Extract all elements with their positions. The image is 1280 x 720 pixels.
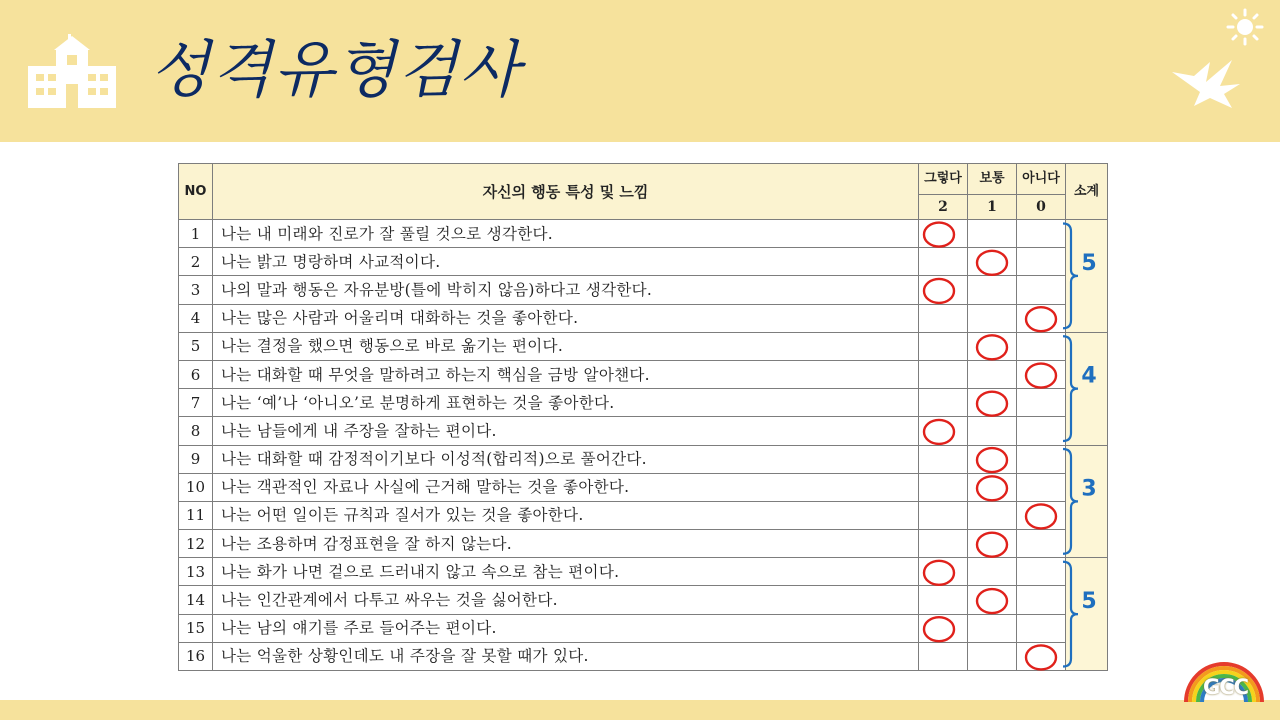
answer-cell[interactable] [919, 501, 968, 529]
subtotal-cell [1066, 276, 1108, 304]
answer-cell[interactable] [1017, 473, 1066, 501]
bird-icon [1170, 54, 1242, 110]
table-row [179, 530, 1108, 558]
subtotal-cell [1066, 360, 1108, 388]
subtotal-cell [1066, 530, 1108, 558]
answer-cell[interactable] [919, 389, 968, 417]
subtotal-cell [1066, 445, 1108, 473]
answer-cell[interactable] [968, 586, 1017, 614]
answer-cell[interactable] [968, 220, 1017, 248]
table-row [179, 360, 1108, 388]
answer-cell[interactable] [968, 445, 1017, 473]
question-text: 나의 말과 행동은 자유분방(틀에 박히지 않음)하다고 생각한다. [213, 276, 919, 304]
table-row [179, 417, 1108, 445]
answer-cell[interactable] [1017, 360, 1066, 388]
answer-cell[interactable] [968, 614, 1017, 642]
answer-cell[interactable] [1017, 276, 1066, 304]
question-text: 나는 대화할 때 무엇을 말하려고 하는지 핵심을 금방 알아챈다. [213, 360, 919, 388]
scale-score-no: 0 [1017, 195, 1066, 220]
answer-cell[interactable] [968, 389, 1017, 417]
question-number: 11 [179, 501, 213, 529]
scale-score-yes: 2 [919, 195, 968, 220]
table-row [179, 473, 1108, 501]
answer-cell[interactable] [919, 642, 968, 670]
answer-cell[interactable] [1017, 332, 1066, 360]
question-text: 나는 대화할 때 감정적이기보다 이성적(합리적)으로 풀어간다. [213, 445, 919, 473]
question-text: 나는 ‘예’나 ‘아니오’로 분명하게 표현하는 것을 좋아한다. [213, 389, 919, 417]
answer-cell[interactable] [919, 220, 968, 248]
scale-header-no: 아니다 [1017, 164, 1066, 195]
answer-cell[interactable] [1017, 220, 1066, 248]
group-subtotal-value: 3 [1081, 476, 1097, 502]
sun-icon [1226, 8, 1264, 46]
question-number: 2 [179, 248, 213, 276]
group-subtotal-value: 5 [1081, 250, 1097, 276]
question-text: 나는 밝고 명랑하며 사교적이다. [213, 248, 919, 276]
answer-cell[interactable] [1017, 614, 1066, 642]
table-row [179, 614, 1108, 642]
answer-cell[interactable] [1017, 642, 1066, 670]
question-number: 3 [179, 276, 213, 304]
question-number: 7 [179, 389, 213, 417]
scale-header-yes: 그렇다 [919, 164, 968, 195]
question-number: 15 [179, 614, 213, 642]
table-row [179, 276, 1108, 304]
answer-cell[interactable] [968, 558, 1017, 586]
subtotal-cell [1066, 473, 1108, 501]
subtotal-column-header: 소계 [1066, 164, 1108, 220]
subtotal-cell [1066, 417, 1108, 445]
survey-body [179, 220, 1108, 671]
answer-cell[interactable] [919, 417, 968, 445]
table-row [179, 586, 1108, 614]
subtotal-cell [1066, 558, 1108, 586]
table-row [179, 248, 1108, 276]
answer-cell[interactable] [919, 332, 968, 360]
answer-cell[interactable] [1017, 445, 1066, 473]
subtotal-cell [1066, 586, 1108, 614]
answer-cell[interactable] [1017, 558, 1066, 586]
question-text: 나는 객관적인 자료나 사실에 근거해 말하는 것을 좋아한다. [213, 473, 919, 501]
answer-cell[interactable] [919, 586, 968, 614]
answer-cell[interactable] [919, 530, 968, 558]
group-subtotal-value: 4 [1081, 363, 1097, 389]
question-text: 나는 인간관계에서 다투고 싸우는 것을 싫어한다. [213, 586, 919, 614]
answer-cell[interactable] [968, 530, 1017, 558]
answer-cell[interactable] [919, 445, 968, 473]
answer-cell[interactable] [968, 473, 1017, 501]
question-number: 14 [179, 586, 213, 614]
question-text: 나는 남의 얘기를 주로 들어주는 편이다. [213, 614, 919, 642]
question-text: 나는 남들에게 내 주장을 잘하는 편이다. [213, 417, 919, 445]
answer-cell[interactable] [968, 304, 1017, 332]
answer-cell[interactable] [1017, 586, 1066, 614]
question-number: 4 [179, 304, 213, 332]
answer-cell[interactable] [1017, 417, 1066, 445]
subtotal-cell [1066, 501, 1108, 529]
answer-cell[interactable] [919, 248, 968, 276]
subtotal-cell [1066, 220, 1108, 248]
question-number: 6 [179, 360, 213, 388]
answer-cell[interactable] [1017, 248, 1066, 276]
question-number: 16 [179, 642, 213, 670]
question-text: 나는 억울한 상황인데도 내 주장을 잘 못할 때가 있다. [213, 642, 919, 670]
question-text: 나는 결정을 했으면 행동으로 바로 옮기는 편이다. [213, 332, 919, 360]
table-row [179, 501, 1108, 529]
table-row [179, 332, 1108, 360]
answer-cell[interactable] [1017, 530, 1066, 558]
table-row [179, 389, 1108, 417]
answer-cell[interactable] [1017, 501, 1066, 529]
subtotal-cell [1066, 248, 1108, 276]
answer-cell[interactable] [968, 417, 1017, 445]
question-text: 나는 조용하며 감정표현을 잘 하지 않는다. [213, 530, 919, 558]
table-row [179, 304, 1108, 332]
subtotal-cell [1066, 614, 1108, 642]
logo-text: GCC [1203, 675, 1249, 699]
question-number: 8 [179, 417, 213, 445]
question-number: 9 [179, 445, 213, 473]
question-number: 13 [179, 558, 213, 586]
table-row [179, 642, 1108, 670]
question-number: 12 [179, 530, 213, 558]
table-row [179, 220, 1108, 248]
answer-cell[interactable] [919, 276, 968, 304]
answer-cell[interactable] [968, 276, 1017, 304]
subtotal-cell [1066, 389, 1108, 417]
question-number: 5 [179, 332, 213, 360]
table-row [179, 558, 1108, 586]
answer-cell[interactable] [919, 360, 968, 388]
scale-header-neutral: 보통 [968, 164, 1017, 195]
page-title: 성격유형검사 [150, 33, 522, 106]
answer-cell[interactable] [1017, 304, 1066, 332]
question-text: 나는 내 미래와 진로가 잘 풀릴 것으로 생각한다. [213, 220, 919, 248]
answer-cell[interactable] [919, 304, 968, 332]
school-icon [26, 34, 118, 110]
answer-cell[interactable] [968, 501, 1017, 529]
answer-cell[interactable] [968, 360, 1017, 388]
question-column-header: 자신의 행동 특성 및 느낌 [213, 164, 919, 220]
answer-cell[interactable] [1017, 389, 1066, 417]
subtotal-cell [1066, 332, 1108, 360]
answer-cell[interactable] [968, 642, 1017, 670]
question-text: 나는 많은 사람과 어울리며 대화하는 것을 좋아한다. [213, 304, 919, 332]
answer-cell[interactable] [919, 614, 968, 642]
survey-table [178, 163, 1108, 671]
group-subtotal-value: 5 [1081, 589, 1097, 615]
answer-cell[interactable] [968, 248, 1017, 276]
answer-cell[interactable] [919, 558, 968, 586]
scale-score-neutral: 1 [968, 195, 1017, 220]
question-text: 나는 화가 나면 겉으로 드러내지 않고 속으로 참는 편이다. [213, 558, 919, 586]
subtotal-cell [1066, 642, 1108, 670]
question-text: 나는 어떤 일이든 규칙과 질서가 있는 것을 좋아한다. [213, 501, 919, 529]
no-column-header: NO [179, 164, 213, 220]
answer-cell[interactable] [919, 473, 968, 501]
subtotal-cell [1066, 304, 1108, 332]
question-number: 1 [179, 220, 213, 248]
footer-band [0, 700, 1280, 720]
table-row [179, 445, 1108, 473]
answer-cell[interactable] [968, 332, 1017, 360]
question-number: 10 [179, 473, 213, 501]
